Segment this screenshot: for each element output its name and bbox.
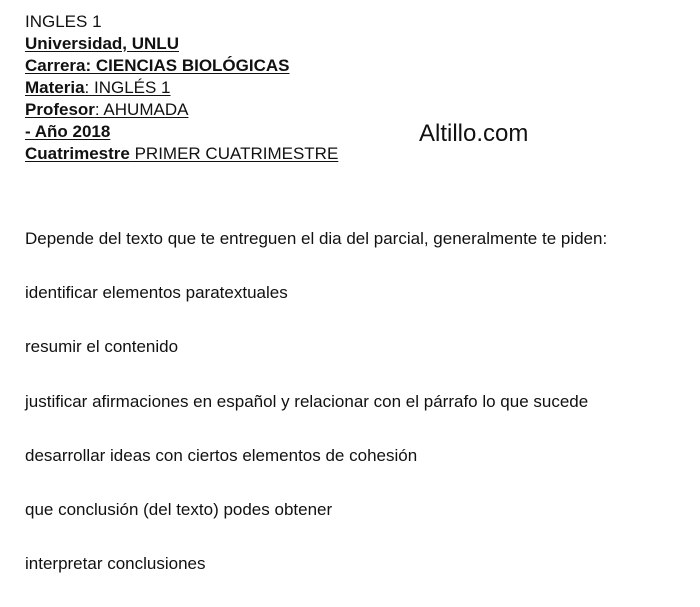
- university-line: Universidad, UNLU: [25, 34, 179, 53]
- professor-value: : AHUMADA: [94, 100, 189, 119]
- subject-value: : INGLÉS 1: [84, 78, 171, 97]
- document-body: [25, 228, 607, 607]
- subject-line: [25, 77, 338, 99]
- list-item: interpretar conclusiones: [25, 554, 206, 574]
- term-value: PRIMER CUATRIMESTRE: [129, 144, 339, 163]
- site-watermark: Altillo.com: [419, 120, 529, 147]
- professor-label: Profesor: [25, 100, 95, 119]
- term-line: [25, 143, 338, 165]
- year-line: - Año 2018: [25, 122, 111, 141]
- document-title: INGLES 1: [25, 12, 102, 31]
- list-item: justificar afirmaciones en español y relacionar con el párrafo lo que sucede: [25, 391, 589, 411]
- list-item: identificar elementos paratextuales: [25, 283, 288, 303]
- document-header: [25, 11, 338, 165]
- list-item: resumir el contenido: [25, 337, 179, 357]
- professor-line: [25, 99, 338, 121]
- list-item: que conclusión (del texto) podes obtener: [25, 499, 333, 519]
- subject-label: Materia: [25, 78, 85, 97]
- term-label: Cuatrimestre: [25, 144, 130, 163]
- paragraph-intro: Depende del texto que te entreguen el dia del parcial, generalmente te piden:: [25, 229, 608, 248]
- career-line: Carrera: CIENCIAS BIOLÓGICAS: [25, 56, 290, 75]
- list-item: desarrollar ideas con ciertos elementos de cohesión: [25, 445, 418, 465]
